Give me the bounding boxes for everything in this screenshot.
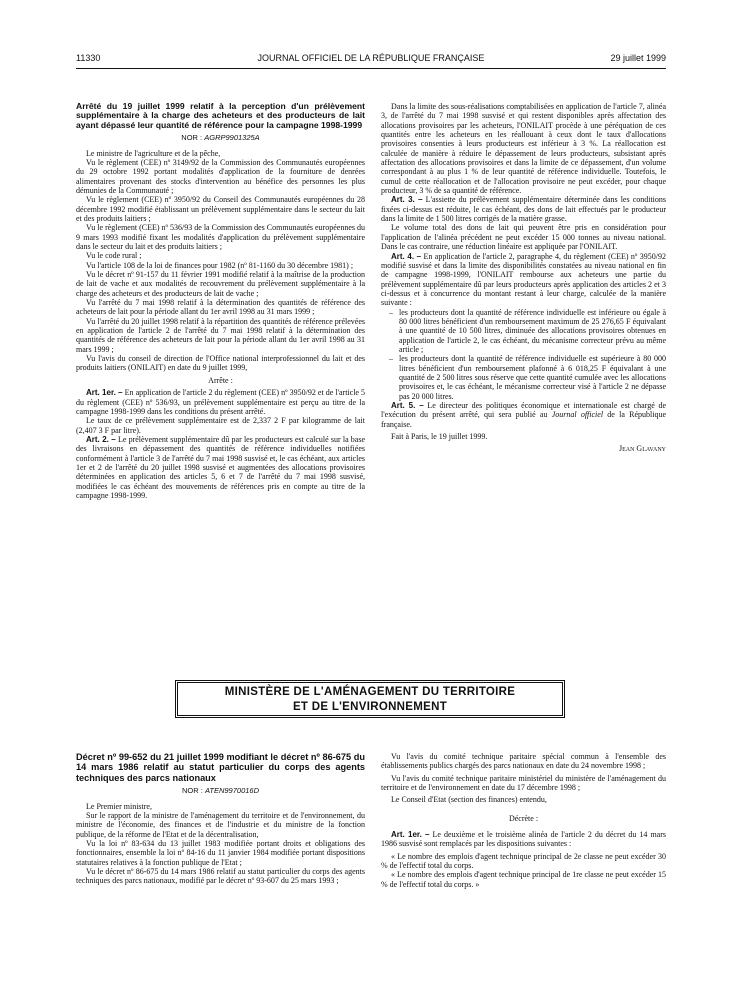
article-label: Art. 1er. – [86, 388, 123, 398]
visa-paragraph: Vu l'article 108 de la loi de finances pour 1982 (nº 81-1160 du 30 décembre 1981) ; [86, 260, 354, 270]
decret-article-1: Art. 1er. – Le deuxième et le troisième alinéa de l'article 2 du décret du 14 mars 1986 susvisé sont remplacés par les dispositions suivantes : [381, 830, 666, 849]
ministry-line-2: ET DE L'ENVIRONNEMENT [292, 701, 448, 713]
decret-right-column [381, 752, 666, 984]
signatory: Jean Glavany [618, 444, 666, 454]
nor-label: NOR : [182, 786, 203, 796]
article-4: Art. 4. – En application de l'article 2, paragraphe 4, du règlement (CEE) nº 3950/92 modifié susvisé et dans la limite des disponibilités constatées au niveau national en fin de campagne 1998-1999, l'ONILAIT rembourse aux acheteurs une partie du prélèvement supplémentaire dû par leurs producteurs après application des articles 2 et 3 ci-dessus et à concurrence du montant restant à leur charge, calculée de la manière suivante : [381, 251, 666, 308]
ministry-banner [175, 680, 565, 718]
article-5: Art. 5. – Le directeur des politiques économique et internationale est chargé de l'exécution du présent arrêté, qui sera publié au Journal officiel de la République française. [381, 401, 666, 429]
list-item: – les producteurs dont la quantité de référence individuelle est inférieure ou égale à 80 000 litres bénéficient d'un remboursement maximum de 25 276,65 F équivalant à une quantité de 10 500 litres, diminuée des allocations provisoires obtenues en application de l'article 2, le cas échéant, du mécanisme correcteur prévu au même article ; [381, 308, 666, 355]
article-1-rate: Le taux de ce prélèvement supplémentaire est de 2,337 2 F par kilogramme de lait (2,407 3 F par litre). [76, 416, 365, 435]
decret-left-column [76, 752, 365, 982]
visa-paragraph: Vu l'avis du comité technique paritaire ministériel du ministère de l'aménagement du territoire et de l'environnement en date du 17 décembre 1998 ; [381, 773, 666, 793]
article-label: Art. 2. – [86, 434, 116, 444]
journal-officiel-ref: Journal officiel [551, 410, 604, 420]
arrete-title: Arrêté du 19 juillet 1999 relatif à la perception d'un prélèvement supplémentaire à la charge des acheteurs et des producteurs de lait ayant dépassé leur quantité de référence pour la campagne 1998-1999 [76, 102, 365, 130]
article-4-list [381, 308, 666, 401]
visa-paragraph: Vu l'arrêté du 20 juillet 1998 relatif à la répartition des quantités de référence prélevées en application de l'article 2 de l'arrêté du 7 mai 1998 relatif à la détermination des quantités de référence des acheteurs de lait pour la période allant du 1er avril 1998 au 31 mars 1999 ; [76, 316, 365, 354]
quote-paragraph: « Le nombre des emplois d'agent technique principal de 1re classe ne peut excéder 15 % de l'effectif total du corps. » [381, 870, 666, 889]
article-1: Art. 1er. – En application de l'article 2 du règlement (CEE) nº 3950/92 et de l'article 5 du règlement (CEE) nº 536/93, un prélèvement supplémentaire est perçu au titre de la campagne 1998-1999 dans les conditions du présent arrêté. [76, 388, 365, 416]
nor-value: ATEN9970016D [204, 786, 259, 796]
article-label: Art. 3. – [391, 195, 423, 205]
arrete-right-column [381, 102, 666, 672]
article-label: Art. 4. – [391, 251, 422, 261]
quote-paragraph: « Le nombre des emplois d'agent technique principal de 2e classe ne peut excéder 30 % de l'effectif total du corps. [381, 851, 666, 871]
nor-label: NOR : [181, 133, 203, 143]
visa-paragraph: Vu le décret nº 91-157 du 11 février 1991 modifié relatif à la maîtrise de la production de lait de vache et aux modalités de recouvrement du prélèvement supplémentaire à la charge des acheteurs et des producteurs de lait de vache ; [76, 270, 365, 298]
visa-paragraph: Vu le règlement (CEE) nº 3950/92 du Conseil des Communautés européennes du 28 décembre 1992 modifié établissant un prélèvement supplémentaire dans le secteur du lait et des produits laitiers ; [76, 195, 365, 223]
visa-paragraph: Vu le code rural ; [86, 251, 142, 261]
issue-date: 29 juillet 1999 [610, 53, 666, 63]
list-item: – les producteurs dont la quantité de référence individuelle est supérieure à 80 000 litres bénéficient d'un remboursement plafonné à 6 018,25 F équivalant à une quantité de 2 500 litres sous réserve que cette quantité cumulée avec les allocations provisoires et, le cas échéant, le mécanisme correcteur visé à l'article 2 ne dépasse pas 20 000 litres. [381, 354, 666, 401]
visa-paragraph: Vu la loi nº 83-634 du 13 juillet 1983 modifiée portant droits et obligations des fonctionnaires, ensemble la loi nº 84-16 du 11 janvier 1984 modifiée portant dispositions statutaires relatives à la fonction publique de l'Etat ; [76, 838, 365, 867]
article-label: Art. 5. – [391, 401, 424, 410]
decret-intro: Le Premier ministre, [86, 801, 152, 811]
arrete-nor [76, 133, 365, 142]
article-3: Art. 3. – L'assiette du prélèvement supplémentaire déterminée dans les conditions fixées ci-dessus est réduite, le cas échéant, des dons de lait effectués par le producteur dans la limite de 1 500 litres corrigés de la matière grasse. [381, 195, 666, 224]
nor-value: AGRP9901325A [204, 133, 260, 143]
article-2: Art. 2. – Le prélèvement supplémentaire dû par les producteurs est calculé sur la base des livraisons en dépassement des quantités de référence individuelles notifiées conformément à l'article 3 de l'arrêté du 7 mai 1998 susvisé et, le cas échéant, aux articles 1er et 2 de l'arrêté du 20 juillet 1998 susvisé et augmentées des allocations provisoires déterminées en application des articles 5, 6 et 7 de l'arrêté du 7 mai 1998 susvisé, modifiées le cas échéant des mouvements de références pris en compte au titre de la campagne 1998-1999. [76, 434, 365, 500]
ministry-line-1: MINISTÈRE DE L'AMÉNAGEMENT DU TERRITOIRE [224, 686, 516, 698]
page-number: 11330 [76, 53, 101, 63]
article-label: Art. 1er. – [391, 830, 430, 840]
journal-title: JOURNAL OFFICIEL DE LA RÉPUBLIQUE FRANÇAISE [257, 53, 485, 63]
arrete-word: Arrête : [208, 375, 233, 385]
visa-paragraph: Vu le règlement (CEE) nº 3149/92 de la Commission des Communautés européennes du 29 octobre 1992 portant modalités d'application de la fourniture de denrées alimentaires provenant des stocks d'intervention au bénéfice des personnes les plus démunies de la Communauté ; [76, 157, 365, 195]
arrete-intro: Le ministre de l'agriculture et de la pêche, [86, 148, 221, 158]
decret-nor [76, 786, 365, 795]
header-rule [76, 68, 666, 69]
page-header [76, 53, 666, 67]
article-3-volume: Le volume total des dons de lait qui peuvent être pris en considération pour l'application de l'alinéa précédent ne peut excéder 15 000 tonnes au niveau national. Dans le cas contraire, une réduction linéaire est appliquée par l'ONILAIT. [381, 223, 666, 252]
decret-title: Décret nº 99-652 du 21 juillet 1999 modifiant le décret nº 86-675 du 14 mars 1986 relatif au statut particulier du corps des agents techniques des parcs nationaux [76, 752, 365, 783]
visa-paragraph: Vu le règlement (CEE) nº 536/93 de la Commission des Communautés européennes du 9 mars 1993 modifié fixant les modalités d'application du prélèvement supplémentaire dans le secteur du lait et des produits laitiers ; [76, 223, 365, 251]
visa-paragraph: Vu l'avis du conseil de direction de l'Office national interprofessionnel du lait et des produits laitiers (ONILAIT) en date du 9 juillet 1999, [76, 354, 365, 373]
visa-paragraph: Sur le rapport de la ministre de l'aménagement du territoire et de l'environnement, du ministre de l'économie, des finances et de l'industrie et du ministre de la fonction publique, de la réforme de l'Etat et de la décentralisation, [76, 810, 365, 839]
signed-place: Fait à Paris, le 19 juillet 1999. [391, 432, 488, 442]
article-2-reallocation: Dans la limite des sous-réalisations comptabilisées en application de l'article 7, alinéa 3, de l'arrêté du 7 mai 1998 susvisé et qui restent disponibles après affectation des allocations provisoires par les acheteurs, l'ONILAIT procède à une péréquation de ces quantités entre les acheteurs en les réallouant à ceux dont le taux d'allocations provisoires consenties à leurs producteurs est inférieur à 3 %. La réallocation est calculée de manière à réduire le dépassement de leurs producteurs, subsistant après affectation des allocations provisoires et dans la limite de ce dépassement, d'un volume correspondant à au plus 1 % de leur quantité de référence individuelle. Toutefois, le cumul de cette réallocation et de l'allocation provisoire ne peut excéder, pour chaque producteur, 3 % de sa quantité de référence. [381, 102, 666, 196]
visa-paragraph: Vu l'avis du comité technique paritaire spécial commun à l'ensemble des établissements publics chargés des parcs nationaux en date du 24 novembre 1998 ; [381, 752, 666, 771]
visa-paragraph: Le Conseil d'Etat (section des finances) entendu, [391, 795, 547, 805]
visa-paragraph: Vu le décret nº 86-675 du 14 mars 1986 relatif au statut particulier du corps des agents techniques des parcs nationaux, modifié par le décret nº 93-607 du 25 mars 1993 ; [76, 866, 365, 886]
visa-paragraph: Vu l'arrêté du 7 mai 1998 relatif à la détermination des quantités de référence des acheteurs de lait pour la période allant du 1er avril 1998 au 31 mars 1999 ; [76, 298, 365, 317]
decrete-word: Décrète : [508, 813, 539, 823]
arrete-left-column [76, 102, 365, 672]
